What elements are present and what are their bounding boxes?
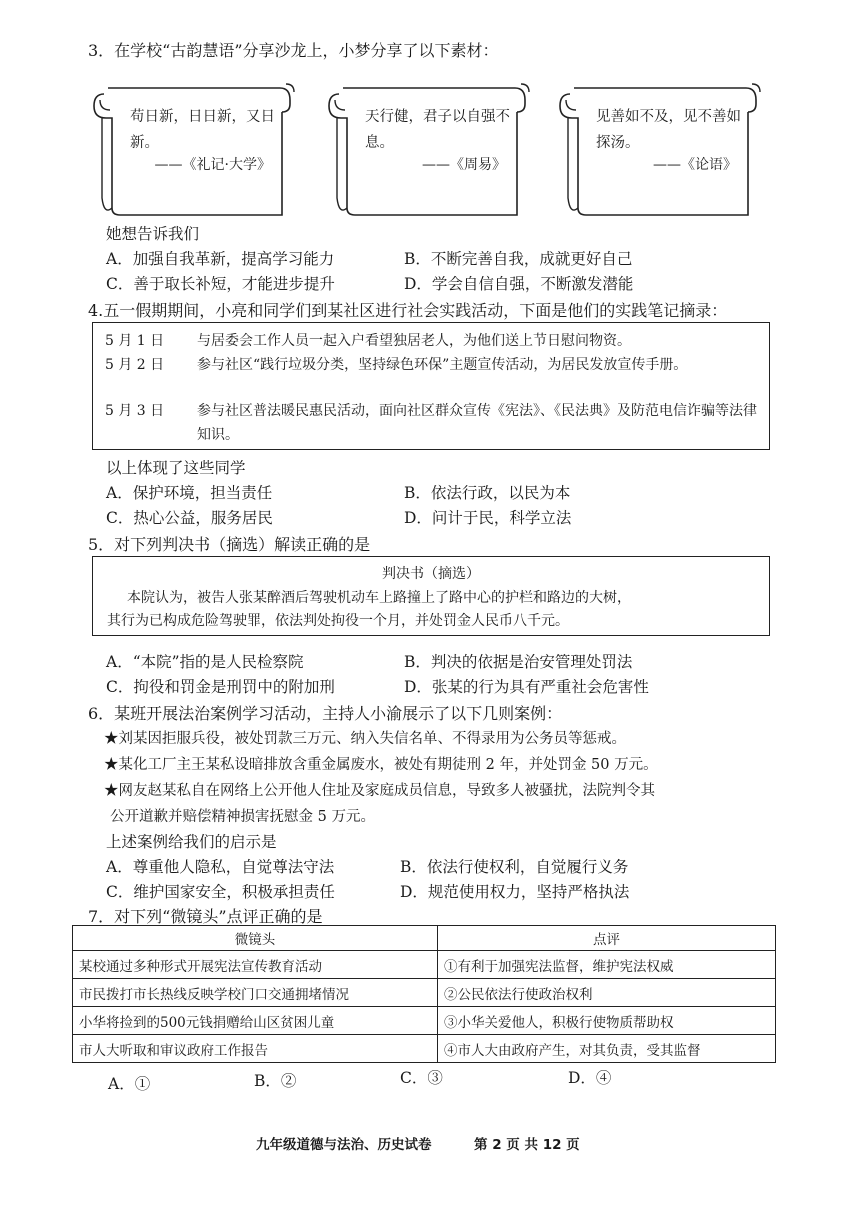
q5-option-b: B．判决的依据是治安管理处罚法	[404, 653, 633, 671]
q6-option-c: C．维护国家安全，积极承担责任	[106, 883, 335, 901]
q4-notes-box	[92, 322, 770, 450]
table-row	[73, 951, 776, 979]
q4-option-a: A．保护环境，担当责任	[106, 484, 273, 502]
table-row	[73, 1035, 776, 1063]
q4-stem: 4.五一假期期间，小亮和同学们到某社区进行社会实践活动，下面是他们的实践笔记摘录：	[88, 301, 728, 320]
q7-table	[72, 925, 776, 1063]
q7-option-a: A．①	[108, 1075, 151, 1093]
scroll-2-text: 天行健，君子以自强不息。	[365, 109, 510, 151]
q6-case-3-cont: 公开道歉并赔偿精神损害抚慰金 5 万元。	[110, 809, 375, 825]
q6-case-1: ★刘某因拒服兵役，被处罚款三万元、纳入失信名单、不得录用为公务员等惩戒。	[104, 731, 626, 747]
q7-option-b: B．②	[254, 1072, 297, 1090]
q7-stem: 7．对下列“微镜头”点评正确的是	[88, 907, 323, 926]
q4-option-d: D．问计于民，科学立法	[404, 509, 572, 527]
q4-option-b: B．依法行政，以民为本	[404, 484, 571, 502]
scroll-3	[556, 78, 761, 218]
scroll-1-text: 苟日新，日日新，又日新。	[130, 109, 275, 151]
q4-note-2-date: 5 月 2 日	[105, 357, 165, 373]
q7-row-2-comment: ②公民依法行使政治权利	[438, 979, 776, 1007]
q6-option-a: A．尊重他人隐私，自觉尊法守法	[106, 858, 335, 876]
q4-note-1	[105, 329, 765, 353]
q5-box-line1: 本院认为，被告人张某醉酒后驾驶机动车上路撞上了路中心的护栏和路边的大树，	[127, 590, 631, 606]
q6-case-3: ★网友赵某私自在网络上公开他人住址及家庭成员信息，导致多人被骚扰，法院判令其	[104, 783, 655, 799]
q4-note-3-date: 5 月 3 日	[105, 403, 165, 419]
table-row	[73, 979, 776, 1007]
q4-note-1-text: 与居委会工作人员一起入户看望独居老人，为他们送上节日慰问物资。	[197, 333, 631, 349]
q7-row-2-lens: 市民拨打市长热线反映学校门口交通拥堵情况	[73, 979, 438, 1007]
q7-row-4-comment: ④市人大由政府产生，对其负责，受其监督	[438, 1035, 776, 1063]
q5-option-a: A．“本院”指的是人民检察院	[106, 653, 304, 671]
table-row	[73, 1007, 776, 1035]
q6-option-d: D．规范使用权力，坚持严格执法	[400, 883, 630, 901]
q3-lead: 她想告诉我们	[106, 225, 200, 243]
q7-col-lens: 微镜头	[73, 926, 438, 951]
q5-option-d: D．张某的行为具有严重社会危害性	[404, 678, 649, 696]
q3-option-b: B．不断完善自我，成就更好自己	[404, 250, 633, 268]
q7-row-3-comment: ③小华关爱他人，积极行使物质帮助权	[438, 1007, 776, 1035]
footer-page-number: 第 2 页 共 12 页	[474, 1137, 580, 1153]
footer-exam-title: 九年级道德与法治、历史试卷	[256, 1137, 432, 1153]
q4-note-1-date: 5 月 1 日	[105, 333, 165, 349]
q3-stem: 3．在学校“古韵慧语”分享沙龙上，小梦分享了以下素材：	[88, 41, 499, 60]
q6-option-b: B．依法行使权利，自觉履行义务	[400, 858, 629, 876]
q3-option-c: C．善于取长补短，才能进步提升	[106, 275, 335, 293]
q7-table-header	[73, 926, 776, 951]
q4-note-3-text: 参与社区普法暖民惠民活动，面向社区群众宣传《宪法》、《民法典》及防范电信诈骗等法律知识。	[197, 403, 757, 443]
scroll-3-text: 见善如不及，见不善如探汤。	[596, 109, 741, 151]
q7-row-1-comment: ①有利于加强宪法监督，维护宪法权威	[438, 951, 776, 979]
q3-option-d: D．学会自信自强，不断激发潜能	[404, 275, 634, 293]
scroll-3-source: ——《论语》	[653, 157, 737, 173]
q4-option-c: C．热心公益，服务居民	[106, 509, 273, 527]
q6-stem: 6．某班开展法治案例学习活动，主持人小渝展示了以下几则案例：	[88, 704, 563, 723]
q4-note-3	[105, 399, 765, 447]
q5-judgment-box	[92, 556, 770, 636]
q7-row-3-lens: 小华将捡到的500元钱捐赠给山区贫困儿童	[73, 1007, 438, 1035]
q3-option-a: A．加强自我革新，提高学习能力	[106, 250, 335, 268]
q7-row-1-lens: 某校通过多种形式开展宪法宣传教育活动	[73, 951, 438, 979]
scroll-2-source: ——《周易》	[422, 157, 506, 173]
q4-note-2-text: 参与社区“践行垃圾分类，坚持绿色环保”主题宣传活动，为居民发放宣传手册。	[197, 357, 688, 373]
q5-stem: 5．对下列判决书（摘选）解读正确的是	[88, 535, 371, 554]
scroll-2	[325, 78, 530, 218]
q7-col-comment: 点评	[438, 926, 776, 951]
q5-box-title: 判决书（摘选）	[382, 566, 480, 582]
scroll-1	[90, 78, 295, 218]
q4-note-2	[105, 353, 765, 401]
q4-lead: 以上体现了这些同学	[106, 459, 246, 477]
q7-row-4-lens: 市人大听取和审议政府工作报告	[73, 1035, 438, 1063]
q7-option-d: D．④	[568, 1069, 612, 1087]
scroll-1-source: ——《礼记·大学》	[154, 157, 271, 173]
q5-option-c: C．拘役和罚金是刑罚中的附加刑	[106, 678, 335, 696]
q6-lead: 上述案例给我们的启示是	[106, 833, 277, 851]
q7-option-c: C．③	[400, 1069, 443, 1087]
q6-case-2: ★某化工厂主王某私设暗排放含重金属废水，被处有期徒刑 2 年，并处罚金 50 万元。	[104, 757, 658, 773]
q5-box-line2: 其行为已构成危险驾驶罪，依法判处拘役一个月，并处罚金人民币八千元。	[107, 613, 569, 629]
